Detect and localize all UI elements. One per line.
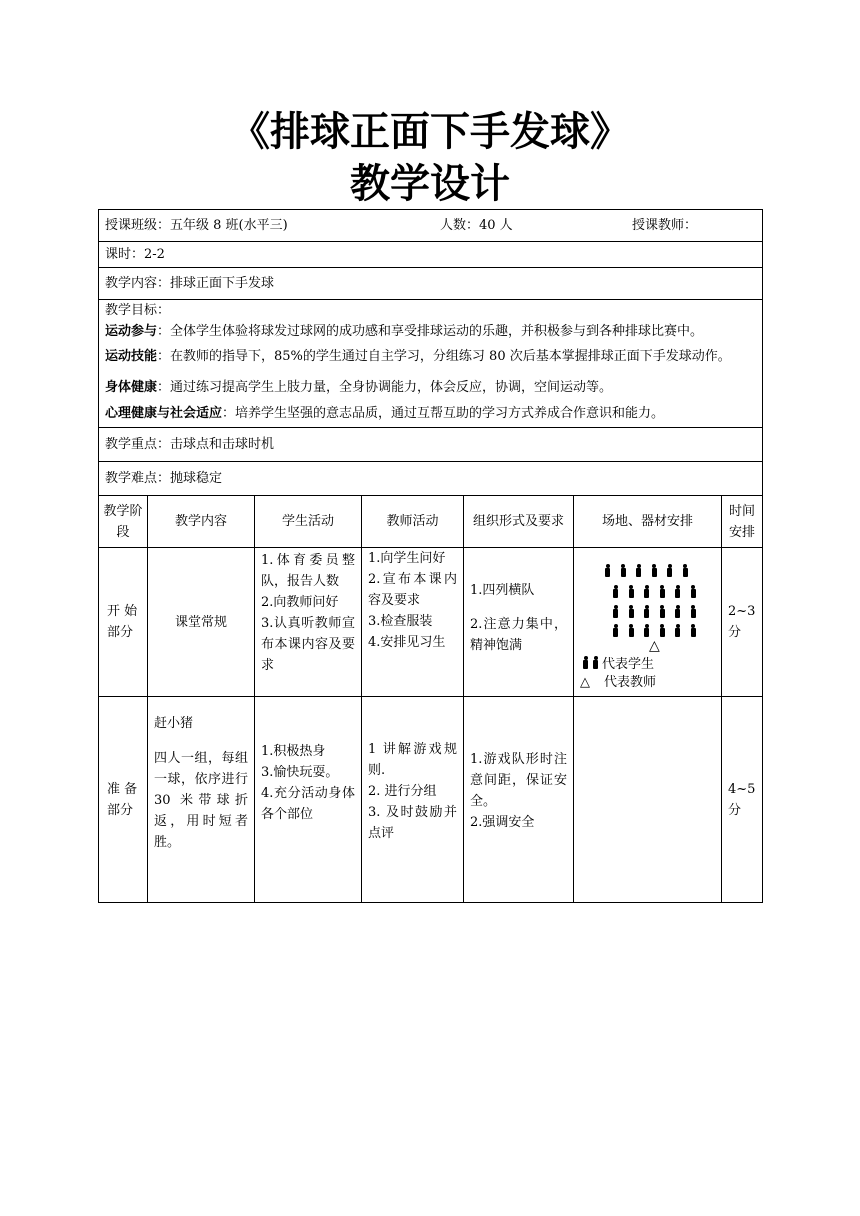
time-prep: 4~5分 [722, 697, 763, 903]
game-description: 四人一组，每组一球，依序进行 30 米带球折返，用时短者胜。 [154, 751, 248, 850]
student-item: 2.向教师问好 [261, 595, 339, 610]
objective-mental [105, 401, 756, 427]
objectives-row [99, 300, 763, 428]
student-icon [628, 624, 635, 637]
student-item: 3.认真听教师宣布本课内容及要求 [261, 616, 355, 673]
teacher-item: 1.向学生问好 [368, 551, 446, 566]
document-title: 《排球正面下手发球》 [230, 109, 630, 155]
objective-label: 运动技能 [105, 349, 158, 364]
student-item: 1.体育委员整队，报告人数 [261, 553, 355, 589]
student-icon [674, 624, 681, 637]
org-prep [464, 697, 574, 903]
student-icon [659, 605, 666, 618]
objective-text: ：培养学生坚强的意志品质，通过互帮互助的学习方式养成合作意识和能力。 [222, 406, 665, 421]
content-prep [148, 697, 255, 903]
org-item: 2.强调安全 [470, 815, 535, 830]
header-venue: 场地、器材安排 [574, 496, 722, 548]
objectives-heading: 教学目标： [105, 303, 171, 318]
header-time: 时间安排 [722, 496, 763, 548]
objective-skill [105, 342, 756, 371]
table-header-row [99, 496, 763, 548]
legend-student-label: 代表学生 [602, 657, 655, 672]
student-icon [582, 656, 589, 669]
game-title: 赶小猪 [154, 716, 194, 731]
org-start [464, 548, 574, 697]
student-icon [612, 624, 619, 637]
student-icon [690, 605, 697, 618]
student-icon [690, 624, 697, 637]
student-item: 1.积极热身 [261, 744, 326, 759]
student-icon [628, 605, 635, 618]
legend-student [580, 656, 654, 674]
hours-row [99, 242, 763, 268]
student-icon [651, 564, 658, 577]
teaching-difficulty: 教学难点：抛球稳定 [99, 462, 763, 496]
table-row-start [99, 548, 763, 697]
header-content: 教学内容 [148, 496, 255, 548]
difficulty-row [99, 462, 763, 496]
time-start: 2~3分 [722, 548, 763, 697]
class-info-row [99, 210, 763, 242]
student-icon [620, 564, 627, 577]
student-icon [628, 585, 635, 598]
header-org: 组织形式及要求 [464, 496, 574, 548]
student-icon [643, 605, 650, 618]
teacher-item: 2. 进行分组 [368, 784, 437, 799]
lesson-plan-table [98, 209, 763, 903]
legend-teacher-label: 代表教师 [604, 675, 657, 690]
objective-text: ：全体学生体验将球发过球网的成功感和享受排球运动的乐趣，并积极参与到各种排球比赛中。 [157, 324, 704, 339]
objective-text: ：通过练习提高学生上肢力量，全身协调能力，体会反应，协调，空间运动等。 [157, 380, 613, 395]
focus-row [99, 428, 763, 462]
student-icon [690, 585, 697, 598]
org-item: 1.游戏队形时注意间距，保证安全。 [470, 752, 567, 809]
teacher-label: 授课教师： [632, 218, 698, 233]
teacher-symbol-icon: △ [649, 638, 660, 654]
student-start [255, 548, 362, 697]
header-teacher: 教师活动 [362, 496, 464, 548]
student-icon [592, 656, 599, 669]
org-item: 1.四列横队 [470, 583, 535, 598]
teacher-start [362, 548, 464, 697]
class-label: 授课班级：五年级 8 班(水平三) [105, 218, 288, 233]
student-icon [674, 605, 681, 618]
student-icon [643, 585, 650, 598]
document-subtitle: 教学设计 [350, 161, 510, 207]
student-icon [580, 656, 602, 669]
student-icon [659, 624, 666, 637]
lesson-content: 教学内容：排球正面下手发球 [99, 268, 763, 300]
stage-prep: 准 备部分 [99, 697, 148, 903]
student-item: 4.充分活动身体各个部位 [261, 786, 355, 822]
objective-health [105, 375, 756, 401]
header-student: 学生活动 [255, 496, 362, 548]
content-row [99, 268, 763, 300]
student-count: 人数：40 人 [440, 218, 513, 233]
teacher-legend-icon: △ [580, 675, 590, 690]
student-icon [659, 585, 666, 598]
teacher-item: 3. 及时鼓励并点评 [368, 805, 457, 841]
student-icon [643, 624, 650, 637]
student-icon [666, 564, 673, 577]
stage-start: 开 始部分 [99, 548, 148, 697]
table-row-prep [99, 697, 763, 903]
venue-prep [574, 697, 722, 903]
header-stage: 教学阶段 [99, 496, 148, 548]
lesson-hours: 课时：2-2 [99, 242, 763, 268]
teacher-item: 2.宣布本课内容及要求 [368, 572, 457, 608]
legend-teacher [580, 674, 656, 692]
formation-diagram [580, 548, 715, 696]
org-item: 2.注意力集中，精神饱满 [470, 617, 567, 653]
objective-label: 身体健康 [105, 380, 158, 395]
teacher-prep [362, 697, 464, 903]
teacher-item: 3.检查服装 [368, 614, 433, 629]
content-start: 课堂常规 [148, 548, 255, 697]
student-item: 3.愉快玩耍。 [261, 765, 339, 780]
student-icon [604, 564, 611, 577]
objective-label: 心理健康与社会适应 [105, 406, 223, 421]
objective-label: 运动参与 [105, 324, 158, 339]
objective-text: ：在教师的指导下，85%的学生通过自主学习，分组练习 80 次后基本掌握排球正面下手发球动作。 [157, 349, 731, 364]
teacher-item: 4.安排见习生 [368, 635, 446, 650]
student-icon [612, 605, 619, 618]
teaching-focus: 教学重点：击球点和击球时机 [99, 428, 763, 462]
venue-start [574, 548, 722, 697]
student-prep [255, 697, 362, 903]
student-icon [682, 564, 689, 577]
student-icon [635, 564, 642, 577]
objective-participation [105, 321, 756, 342]
teacher-item: 1 讲解游戏规则. [368, 742, 457, 778]
student-icon [612, 585, 619, 598]
student-icon [674, 585, 681, 598]
